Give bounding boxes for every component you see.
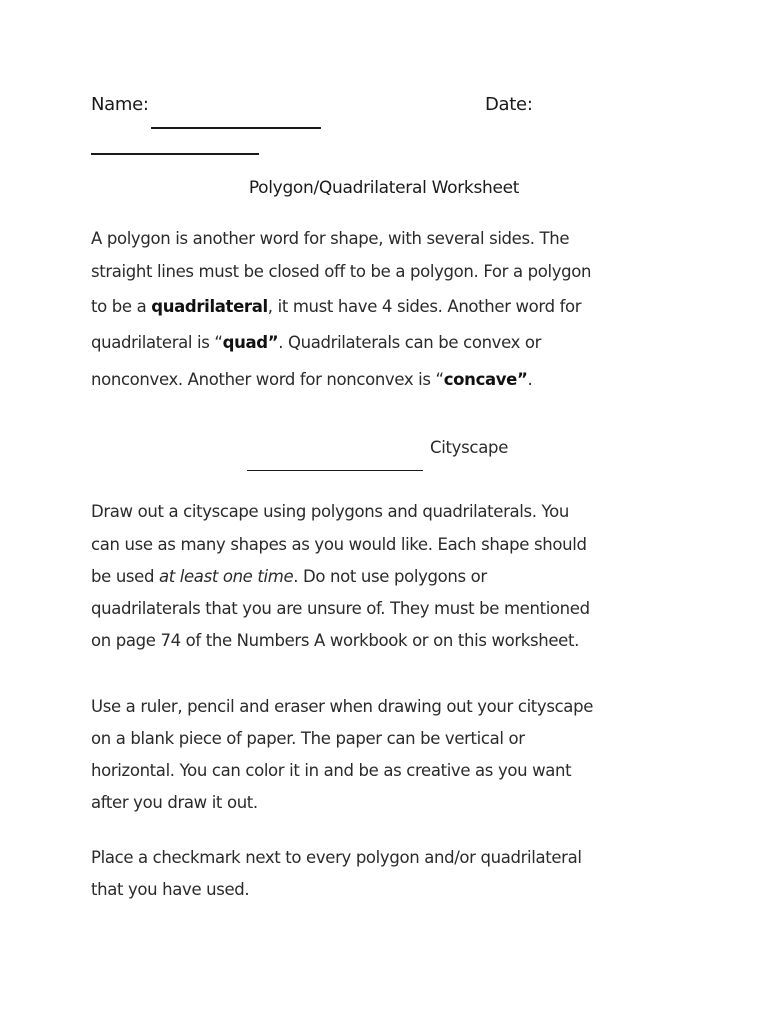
- instr2-line-4: after you draw it out.: [91, 793, 258, 812]
- instr3-line-2: that you have used.: [91, 880, 250, 899]
- date-field-group: [485, 94, 533, 115]
- intro-line-4: [91, 333, 541, 352]
- instr2-line-2: on a blank piece of paper. The paper can be vertical or: [91, 729, 525, 748]
- text: quadrilateral is “: [91, 333, 223, 352]
- page-title: Polygon/Quadrilateral Worksheet: [248, 178, 520, 198]
- name-label: Name:: [91, 94, 149, 115]
- intro-line-5: [91, 370, 532, 389]
- text: nonconvex. Another word for nonconvex is “: [91, 370, 444, 389]
- section-title: Cityscape: [430, 438, 509, 457]
- date-blank-line[interactable]: [91, 140, 259, 159]
- quote-mark: ”: [517, 370, 528, 389]
- instr1-line-2: can use as many shapes as you would like. Each shape should: [91, 535, 587, 554]
- name-blank-line[interactable]: [151, 114, 321, 133]
- instructions-paragraph-2: [91, 697, 691, 827]
- text: . Quadrilaterals can be convex or: [278, 333, 542, 352]
- date-label: Date:: [485, 94, 533, 115]
- instr1-line-4: quadrilaterals that you are unsure of. They must be mentioned: [91, 599, 590, 618]
- instr2-line-1: Use a ruler, pencil and eraser when drawing out your cityscape: [91, 697, 593, 716]
- text: to be a: [91, 297, 152, 316]
- text: be used: [91, 567, 159, 586]
- text: .: [527, 370, 533, 389]
- instr3-line-1: Place a checkmark next to every polygon and/or quadrilateral: [91, 848, 582, 867]
- instr1-line-5: on page 74 of the Numbers A workbook or on this worksheet.: [91, 631, 579, 650]
- term-quad: quad: [222, 333, 268, 352]
- emphasis-at-least-one-time: at least one time: [159, 567, 294, 586]
- intro-line-2: straight lines must be closed off to be a polygon. For a polygon: [91, 262, 592, 281]
- term-concave: concave: [443, 370, 518, 389]
- instr1-line-1: Draw out a cityscape using polygons and quadrilaterals. You: [91, 502, 569, 521]
- cityscape-title-blank[interactable]: [247, 456, 423, 475]
- name-field-group: [91, 94, 149, 115]
- quote-mark: ”: [267, 333, 279, 352]
- instructions-paragraph-3: [91, 848, 691, 918]
- intro-line-1: A polygon is another word for shape, with several sides. The: [91, 229, 570, 248]
- intro-paragraph: [91, 229, 691, 399]
- intro-line-3: [91, 297, 581, 316]
- instructions-paragraph-1: [91, 502, 691, 662]
- instr2-line-3: horizontal. You can color it in and be as creative as you want: [91, 761, 572, 780]
- text: . Do not use polygons or: [293, 567, 487, 586]
- term-quadrilateral: quadrilateral: [151, 297, 268, 316]
- text: , it must have 4 sides. Another word for: [267, 297, 582, 316]
- instr1-line-3: [91, 567, 487, 586]
